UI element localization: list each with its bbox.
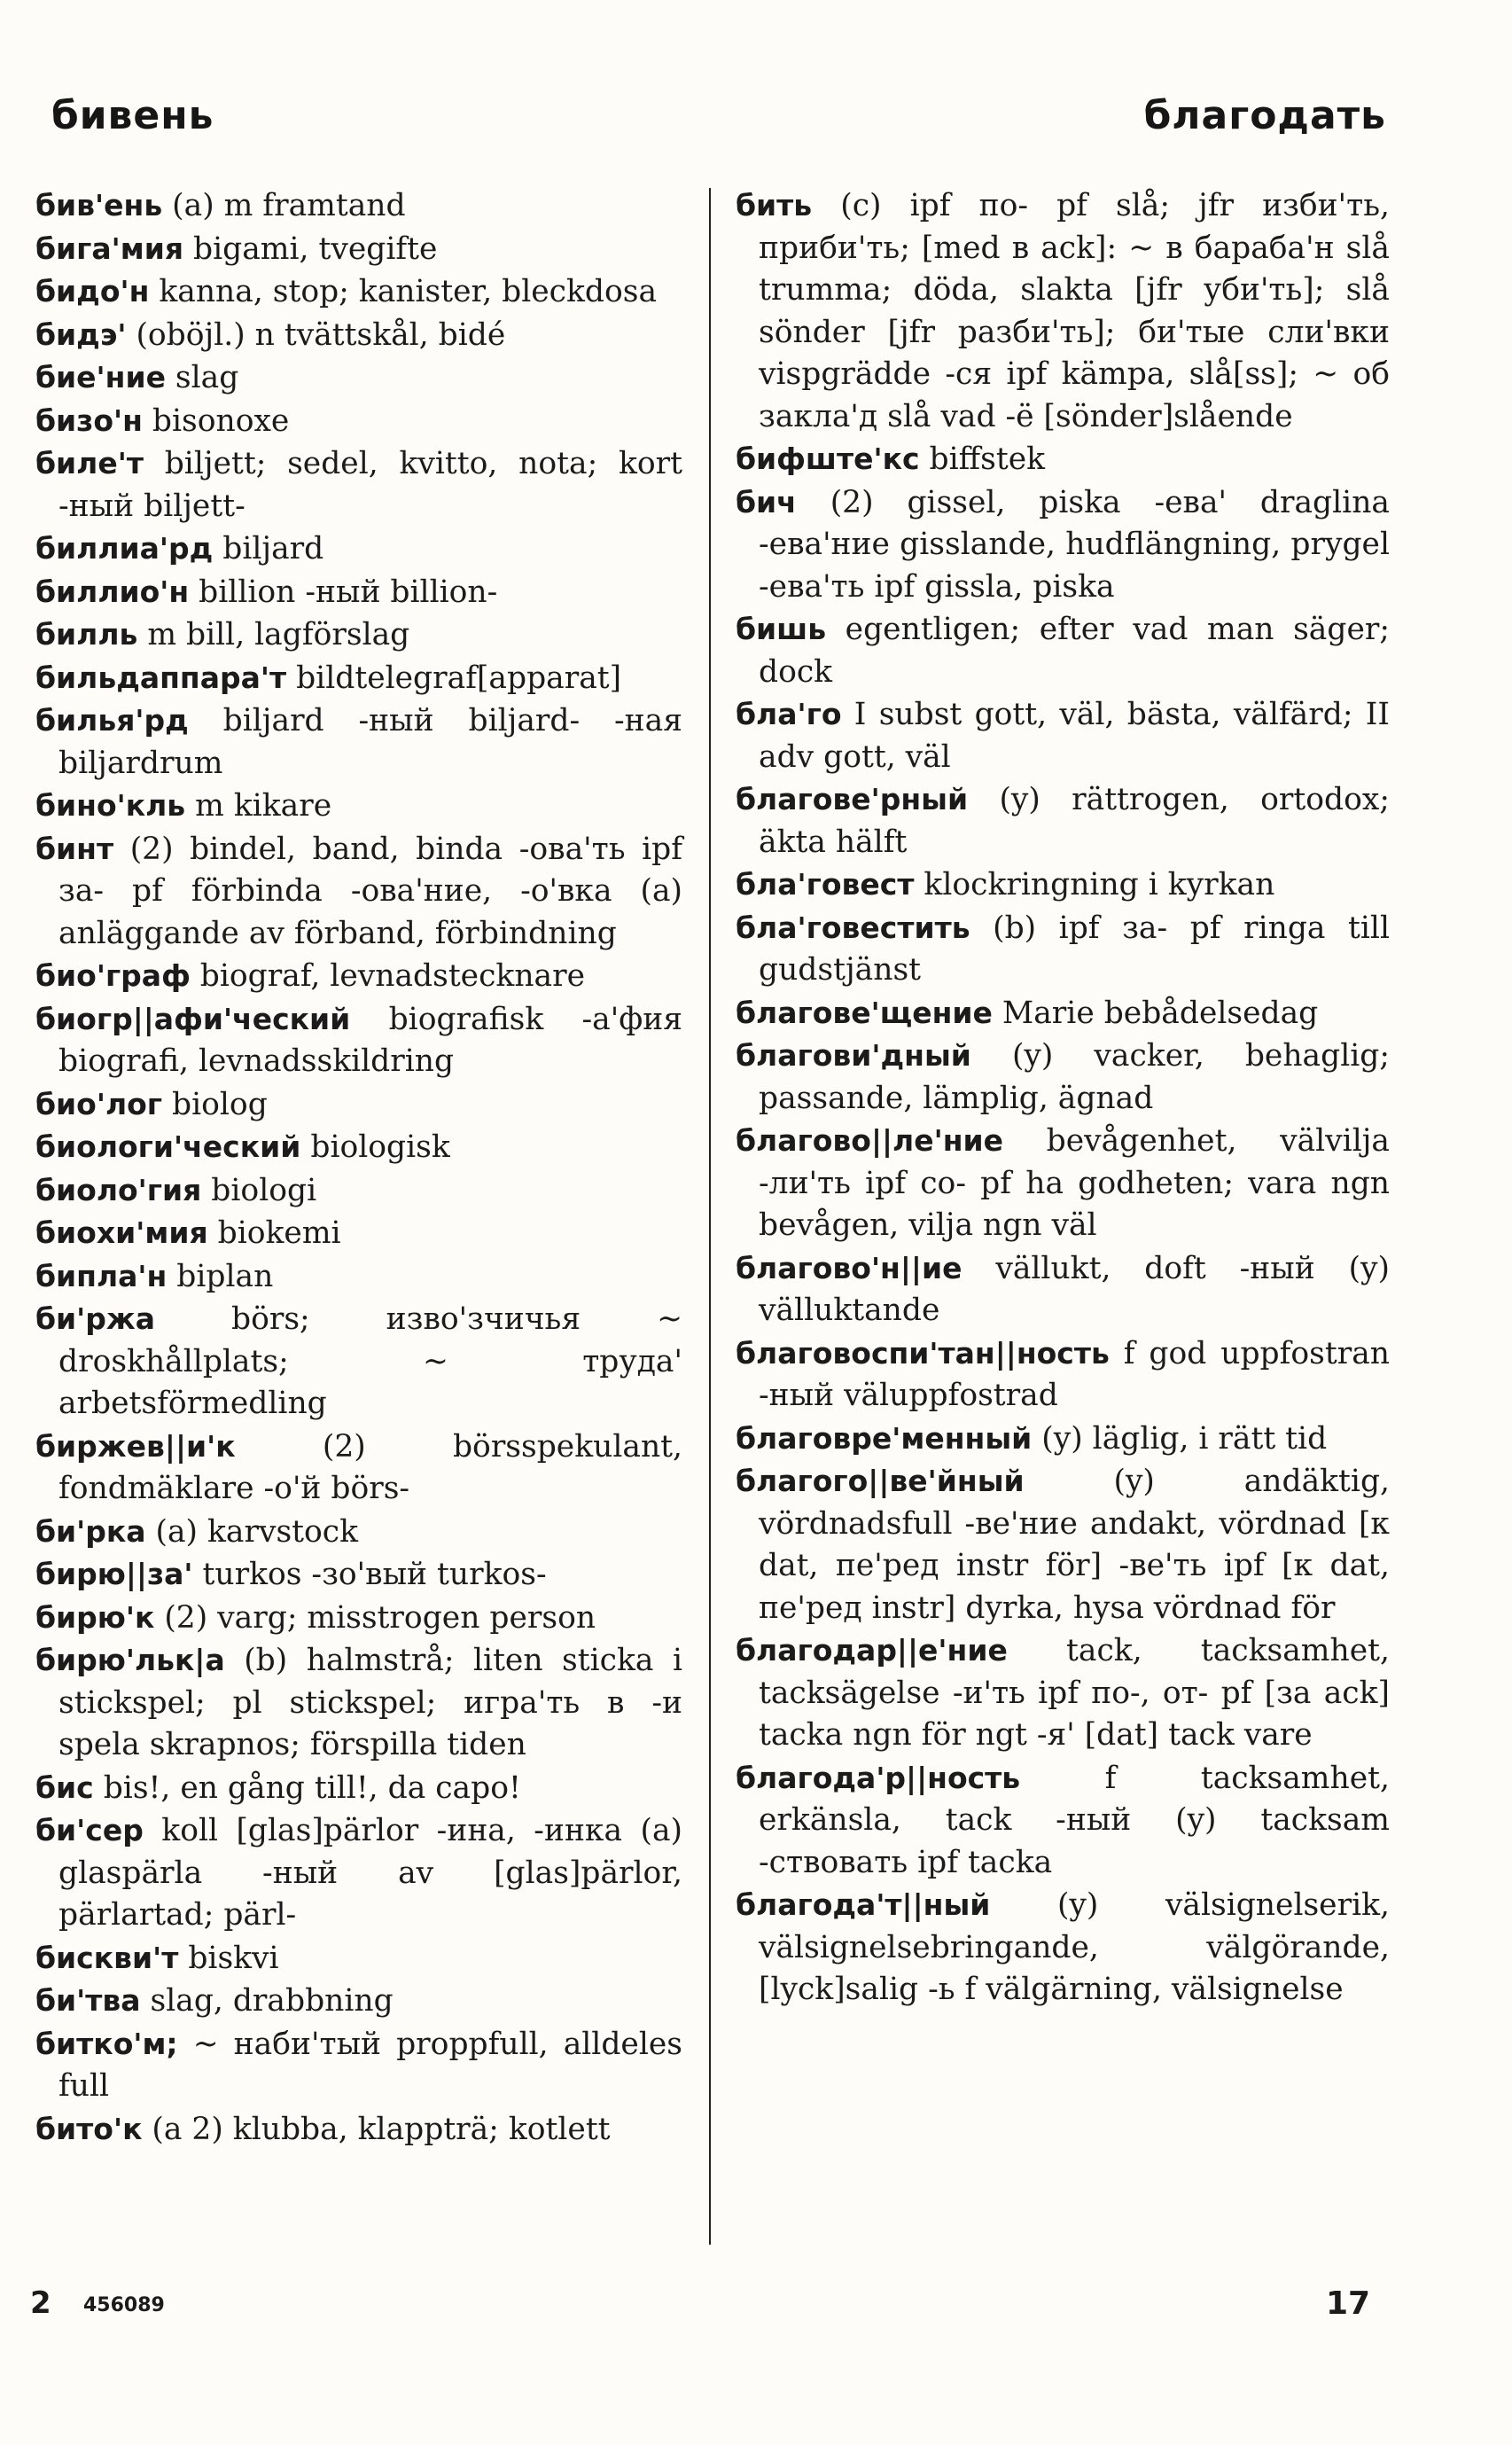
headword: бизо'н bbox=[35, 402, 143, 438]
headword: билья'рд bbox=[35, 703, 189, 738]
headword: благове'рный bbox=[736, 782, 969, 816]
headword: бинт bbox=[35, 831, 114, 866]
dictionary-entry: бишь egentligen; efter vad man säger; dock bbox=[736, 612, 1390, 690]
dictionary-entry: бла'го I subst gott, väl, bästa, välfärd; II adv gott, väl bbox=[736, 697, 1390, 775]
headword: бига'мия bbox=[35, 230, 184, 266]
dictionary-entry: бие'ние slag bbox=[35, 360, 239, 395]
running-head-right: благодать bbox=[1143, 93, 1386, 138]
headword: бич bbox=[736, 484, 797, 519]
headword: благовре'менный bbox=[736, 1420, 1033, 1456]
headword: бирю'к bbox=[35, 1599, 155, 1635]
dictionary-entry: биологи'ческий biologisk bbox=[35, 1129, 450, 1165]
dictionary-entry: би'ржа börs; изво'зчичья ~ droskhållplats; ~ труда' arbetsförmedling bbox=[35, 1301, 682, 1421]
headword: биржев||и'к bbox=[35, 1428, 236, 1464]
dictionary-entry: бить (c) ipf по- pf slå; jfr изби'ть, приби'ть; [med в ack]: ~ в бараба'н slå trumma; döda, slakta [jfr уби'ть]; slå sönder [jfr разби'ть]; би'тые сли'вки vispgrädde -ся ipf kämpa, slå[ss]; ~ об закла'д slå vad -ё [sönder]slående bbox=[736, 188, 1390, 434]
headword: бие'ние bbox=[35, 360, 166, 394]
headword: бидэ' bbox=[35, 316, 127, 352]
headword: бидо'н bbox=[35, 274, 150, 309]
dictionary-entry: бирю'льк|а (b) halmstrå; liten sticka i stickspel; pl stickspel; игра'ть в -и spela skrapnos; förspilla tiden bbox=[35, 1643, 682, 1762]
dictionary-entry: бив'ень (a) m framtand bbox=[35, 188, 406, 223]
dictionary-entry: биогр||афи'ческий biografisk -а'фия biografi, levnadsskildring bbox=[35, 1001, 682, 1079]
headword: благово||ле'ние bbox=[736, 1123, 1004, 1158]
dictionary-entry: би'сер koll [glas]pärlor -ина, -инка (a) glaspärla -ный av [glas]pärlor, pärlartad; pärl- bbox=[35, 1813, 682, 1933]
headword: биологи'ческий bbox=[35, 1129, 301, 1164]
dictionary-entry: бидо'н kanna, stop; kanister, bleckdosa bbox=[35, 274, 658, 309]
headword: билль bbox=[35, 617, 138, 652]
headword: благово'н||ие bbox=[736, 1250, 963, 1285]
page-number-right: 17 bbox=[1326, 2285, 1371, 2322]
headword: биоло'гия bbox=[35, 1172, 202, 1207]
dictionary-entry: бильдаппара'т bildtelegraf[apparat] bbox=[35, 660, 622, 696]
headword: бискви'т bbox=[35, 1940, 179, 1975]
dictionary-entry: бич (2) gissel, piska -ева' draglina -ева'ние gisslande, hudflängning, prygel -ева'ть ipf gissla, piska bbox=[736, 484, 1390, 605]
headword: био'лог bbox=[35, 1086, 163, 1121]
dictionary-entry: биллио'н billion -ный billion- bbox=[35, 574, 498, 610]
dictionary-entry: билль m bill, lagförslag bbox=[35, 617, 410, 652]
headword: благода'т||ный bbox=[736, 1887, 991, 1922]
page-number-left: 2 bbox=[30, 2285, 51, 2321]
dictionary-entry: бла'говестить (b) ipf за- pf ringa till gudstjänst bbox=[736, 910, 1390, 988]
dictionary-entry: би'рка (a) karvstock bbox=[35, 1513, 359, 1550]
headword: биллио'н bbox=[35, 574, 190, 609]
headword: биогр||афи'ческий bbox=[35, 1001, 351, 1036]
dictionary-entry: битко'м; ~ наби'тый proppfull, alldeles full bbox=[35, 2026, 682, 2104]
headword: благода'р||ность bbox=[736, 1760, 1021, 1795]
dictionary-entry: бирю||за' turkos -зо'вый turkos- bbox=[35, 1557, 547, 1592]
dictionary-entry: бис bis!, en gång till!, da capo! bbox=[35, 1769, 521, 1806]
dictionary-entry: благови'дный (y) vacker, behaglig; passande, lämplig, ägnad bbox=[736, 1038, 1390, 1116]
dictionary-entry: бипла'н biplan bbox=[35, 1258, 274, 1294]
dictionary-entry: благодар||е'ние tack, tacksamhet, tacksägelse -и'ть ipf по-, от- pf [за ack] tacka ngn för ngt -я' [dat] tack vare bbox=[736, 1633, 1390, 1753]
right-column bbox=[736, 184, 1390, 2011]
dictionary-entry: бизо'н bisonoxe bbox=[35, 402, 290, 439]
headword: бис bbox=[35, 1769, 94, 1805]
dictionary-entry: благовре'менный (y) läglig, i rätt tid bbox=[736, 1420, 1328, 1457]
headword: биохи'мия bbox=[35, 1215, 208, 1250]
headword: биле'т bbox=[35, 446, 144, 480]
headword: бив'ень bbox=[35, 188, 163, 223]
printer-code: 456089 bbox=[83, 2294, 165, 2316]
dictionary-entry: бито'к (a 2) klubba, klappträ; kotlett bbox=[35, 2111, 611, 2147]
column-divider bbox=[709, 188, 711, 2245]
dictionary-entry: биохи'мия biokemi bbox=[35, 1215, 341, 1251]
dictionary-entry: благове'рный (y) rättrogen, ortodox; äkta hälft bbox=[736, 782, 1390, 860]
left-column bbox=[35, 184, 682, 2151]
dictionary-entry: би'тва slag, drabbning bbox=[35, 1983, 394, 2019]
dictionary-entry: био'лог biolog bbox=[35, 1086, 268, 1122]
dictionary-entry: биллиа'рд biljard bbox=[35, 531, 324, 566]
dictionary-entry: благово||ле'ние bevågenhet, välvilja -ли'ть ipf со- pf ha godheten; vara ngn bevågen, vilja ngn väl bbox=[736, 1123, 1390, 1243]
headword: бирю||за' bbox=[35, 1557, 193, 1591]
headword: бишь bbox=[736, 612, 827, 646]
running-head-left: бивень bbox=[51, 93, 214, 138]
headword: благовоспи'тан||ность bbox=[736, 1335, 1110, 1371]
dictionary-entry: бирю'к (2) varg; misstrogen person bbox=[35, 1599, 596, 1636]
dictionary-entry: благого||ве'йный (y) andäktig, vördnadsfull -ве'ние andakt, vördnad [к dat, пе'ред instr för] -ве'ть ipf [к dat, пе'ред instr] dyrka, hysa vördnad för bbox=[736, 1464, 1390, 1626]
headword: благови'дный bbox=[736, 1038, 971, 1073]
dictionary-entry: биоло'гия biologi bbox=[35, 1172, 317, 1208]
headword: благове'щение bbox=[736, 995, 993, 1030]
dictionary-entry: бига'мия bigami, tvegifte bbox=[35, 230, 438, 267]
headword: бипла'н bbox=[35, 1258, 168, 1293]
dictionary-entry: бинт (2) bindel, band, binda -ова'ть ipf за- pf förbinda -ова'ние, -о'вка (a) anläggande av förband, förbindning bbox=[35, 831, 682, 951]
headword: битко'м; bbox=[35, 2026, 178, 2061]
headword: би'рка bbox=[35, 1513, 146, 1549]
dictionary-entry: бидэ' (oböjl.) n tvättskål, bidé bbox=[35, 316, 506, 353]
dictionary-entry: благода'т||ный (y) välsignelserik, välsignelsebringande, välgörande, [lyck]salig -ь f välgärning, välsignelse bbox=[736, 1887, 1390, 2007]
dictionary-entry: билья'рд biljard -ный biljard- -ная biljardrum bbox=[35, 703, 682, 781]
headword: би'сер bbox=[35, 1813, 144, 1847]
dictionary-entry: биржев||и'к (2) börsspekulant, fondmäklare -о'й börs- bbox=[35, 1428, 682, 1506]
headword: бино'кль bbox=[35, 788, 186, 823]
headword: бить bbox=[736, 188, 813, 223]
dictionary-entry: био'граф biograf, levnadstecknare bbox=[35, 958, 586, 994]
headword: благого||ве'йный bbox=[736, 1464, 1025, 1498]
headword: бла'го bbox=[736, 697, 842, 731]
headword: бла'говест bbox=[736, 867, 915, 902]
headword: бирю'льк|а bbox=[35, 1643, 225, 1677]
headword: би'ржа bbox=[35, 1301, 155, 1336]
headword: благодар||е'ние bbox=[736, 1633, 1008, 1668]
dictionary-entry: бискви'т biskvi bbox=[35, 1940, 279, 1976]
headword: бла'говестить bbox=[736, 910, 970, 945]
headword: бито'к bbox=[35, 2111, 143, 2146]
headword: био'граф bbox=[35, 958, 191, 993]
dictionary-entry: благово'н||ие vällukt, doft -ный (y) välluktande bbox=[736, 1250, 1390, 1328]
dictionary-entry: бифште'кс biffstek bbox=[736, 441, 1046, 477]
headword: биллиа'рд bbox=[35, 531, 214, 566]
headword: бифште'кс bbox=[736, 441, 920, 476]
dictionary-entry: биле'т biljett; sedel, kvitto, nota; kort -ный biljett- bbox=[35, 446, 682, 524]
dictionary-entry: бла'говест klockringning i kyrkan bbox=[736, 867, 1275, 902]
headword: би'тва bbox=[35, 1983, 141, 2018]
dictionary-entry: благове'щение Marie bebådelsedag bbox=[736, 995, 1319, 1031]
dictionary-entry: благода'р||ность f tacksamhet, erkänsla, tack -ный (y) tacksam -ствовать ipf tacka bbox=[736, 1760, 1390, 1880]
headword: бильдаппара'т bbox=[35, 660, 287, 695]
dictionary-entry: благовоспи'тан||ность f god uppfostran -ный väluppfostrad bbox=[736, 1335, 1390, 1413]
dictionary-entry: бино'кль m kikare bbox=[35, 788, 332, 824]
